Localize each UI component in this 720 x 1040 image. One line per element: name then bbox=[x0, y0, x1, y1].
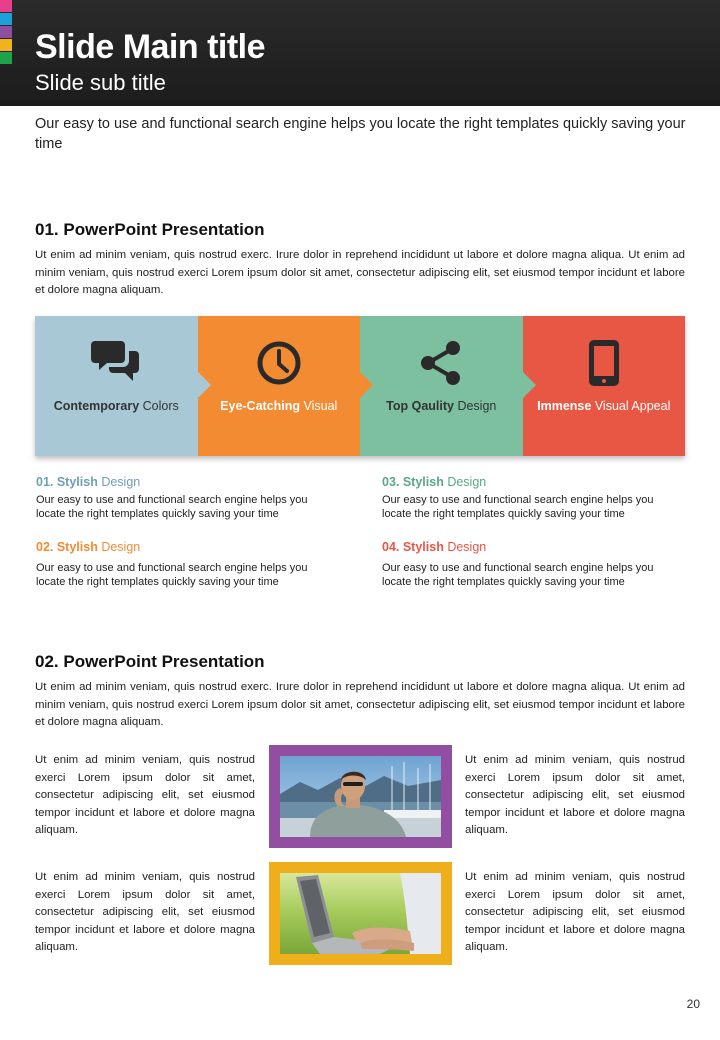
stylish-item-04 bbox=[382, 540, 682, 589]
item-title bbox=[36, 540, 336, 554]
feature-contemporary-colors bbox=[35, 316, 198, 456]
intro-text: Our easy to use and functional search engine helps you locate the right templates quickly saving your time bbox=[35, 116, 686, 152]
color-tab-purple bbox=[0, 26, 12, 38]
color-tab-pink bbox=[0, 0, 12, 12]
column-text-left-1: Ut enim ad minim veniam, quis nostrud exerci Lorem ipsum dolor sit amet, consectetur adipiscing elit, set eiusmod tempor incidunt et labore et dolore magna aliquam. bbox=[35, 754, 255, 836]
feature-immense-visual-appeal bbox=[523, 316, 686, 456]
feature-label bbox=[41, 398, 192, 414]
feature-label-bold: Eye-Catching bbox=[220, 399, 301, 413]
item-title bbox=[382, 475, 682, 489]
feature-top-quality-design bbox=[360, 316, 523, 456]
feature-label-rest: Visual Appeal bbox=[591, 399, 671, 413]
section2-title: 02. PowerPoint Presentation bbox=[35, 652, 265, 671]
column-text-right-1: Ut enim ad minim veniam, quis nostrud exerci Lorem ipsum dolor sit amet, consectetur adipiscing elit, set eiusmod tempor incidunt et labore et dolore magna aliquam. bbox=[465, 754, 685, 836]
slide-header bbox=[0, 0, 720, 106]
item-title bbox=[36, 475, 336, 489]
item-number: 02. Stylish bbox=[36, 540, 98, 554]
item-text: Our easy to use and functional search engine helps you locate the right templates quickly saving your time bbox=[382, 494, 654, 520]
item-number: 03. Stylish bbox=[382, 475, 444, 489]
photo-laptop-on-grass bbox=[280, 873, 441, 954]
color-tabs bbox=[0, 0, 12, 65]
smartphone-icon bbox=[577, 336, 631, 390]
section1-title: 01. PowerPoint Presentation bbox=[35, 220, 265, 239]
feature-arrow bbox=[360, 372, 373, 398]
feature-label-rest: Colors bbox=[139, 399, 179, 413]
feature-eye-catching-visual bbox=[198, 316, 361, 456]
item-title bbox=[382, 540, 682, 554]
item-word: Design bbox=[97, 475, 141, 489]
chat-bubbles-icon bbox=[89, 336, 143, 390]
photo-frame-gold bbox=[269, 862, 452, 965]
stylish-item-01 bbox=[36, 475, 336, 521]
item-text: Our easy to use and functional search engine helps you locate the right templates quickly saving your time bbox=[382, 562, 654, 588]
item-number: 04. Stylish bbox=[382, 540, 444, 554]
feature-strip bbox=[35, 316, 685, 456]
feature-label-bold: Immense bbox=[537, 399, 592, 413]
slide-main-title: Slide Main title bbox=[35, 28, 266, 66]
feature-label-bold: Contemporary bbox=[53, 399, 140, 413]
column-text-left-2: Ut enim ad minim veniam, quis nostrud exerci Lorem ipsum dolor sit amet, consectetur adipiscing elit, set eiusmod tempor incidunt et labore et dolore magna aliquam. bbox=[35, 871, 255, 953]
slide-sub-title: Slide sub title bbox=[35, 70, 166, 95]
color-tab-blue bbox=[0, 13, 12, 25]
item-word: Design bbox=[443, 540, 487, 554]
item-text: Our easy to use and functional search engine helps you locate the right templates quickly saving your time bbox=[36, 494, 308, 520]
photo-frame-purple bbox=[269, 745, 452, 848]
color-tab-green bbox=[0, 52, 12, 64]
item-number: 01. Stylish bbox=[36, 475, 98, 489]
item-text: Our easy to use and functional search engine helps you locate the right templates quickly saving your time bbox=[36, 562, 308, 588]
page-number: 20 bbox=[686, 997, 700, 1011]
item-word: Design bbox=[97, 540, 141, 554]
feature-arrow bbox=[198, 372, 211, 398]
feature-label-rest: Design bbox=[453, 399, 497, 413]
color-tab-yellow bbox=[0, 39, 12, 51]
stylish-item-03 bbox=[382, 475, 682, 521]
feature-label-bold: Top Qaulity bbox=[386, 399, 454, 413]
feature-label bbox=[204, 398, 355, 414]
feature-label bbox=[366, 398, 517, 414]
feature-label bbox=[529, 398, 680, 414]
section1-body: Ut enim ad minim veniam, quis nostrud exerc. Irure dolor in reprehend incididunt ut labore et dolore magna aliqua. Ut enim ad minim veniam, quis nostrud exerci Lorem ipsum dolor sit amet, consectetur adipiscing elit, set eiusmod tempor incidunt et labore et dolore magna aliquam. bbox=[35, 249, 685, 296]
photo-man-on-phone bbox=[280, 756, 441, 837]
share-icon bbox=[414, 336, 468, 390]
item-word: Design bbox=[443, 475, 487, 489]
feature-label-rest: Visual bbox=[300, 399, 338, 413]
column-text-right-2: Ut enim ad minim veniam, quis nostrud exerci Lorem ipsum dolor sit amet, consectetur adipiscing elit, set eiusmod tempor incidunt et labore et dolore magna aliquam. bbox=[465, 871, 685, 953]
feature-arrow bbox=[523, 372, 536, 398]
section2-body: Ut enim ad minim veniam, quis nostrud exerc. Irure dolor in reprehend incididunt ut labore et dolore magna aliqua. Ut enim ad minim veniam, quis nostrud exerci Lorem ipsum dolor sit amet, consectetur adipiscing elit, set eiusmod tempor incidunt et labore et dolore magna aliquam. bbox=[35, 681, 685, 728]
clock-icon bbox=[252, 336, 306, 390]
stylish-item-02 bbox=[36, 540, 336, 589]
